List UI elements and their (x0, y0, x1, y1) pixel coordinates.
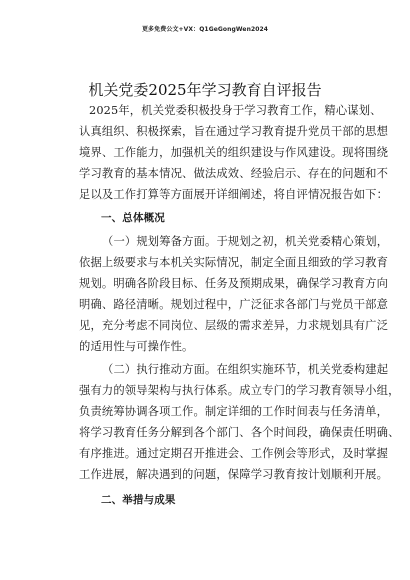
para-line: （二）执行推动方面。在组织实施环节，机关党委构建起 (102, 363, 389, 376)
para-line: （一）规划筹备方面。于规划之初，机关党委精心策划， (102, 235, 389, 248)
intro-paragraph (79, 100, 389, 205)
section-1 (79, 208, 352, 229)
para-line: 负责统筹协调各项工作。制定详细的工作时间表与任务清单， (79, 405, 389, 418)
para-line: 的适用性与可操作性。 (79, 340, 194, 353)
planning-paragraph (79, 231, 389, 357)
intro-line: 境界、工作能力，加强机关的组织建设与作风建设。现将围绕 (79, 146, 389, 159)
para-line: 强有力的领导架构与执行体系。成立专门的学习教育领导小组， (79, 384, 400, 397)
section-2 (79, 490, 352, 511)
section-heading-measures: 二、举措与成果 (101, 494, 176, 506)
para-line: 将学习教育任务分解到各个部门、各个时间段，确保责任明确、 (79, 426, 400, 439)
header-watermark: 更多免费公文+VX：Q1GeGongWen2024 (141, 26, 269, 33)
intro-line: 认真组织、积极探索，旨在通过学习教育提升党员干部的思想 (79, 125, 389, 138)
para-line: 依据上级要求与本机关实际情况，制定全面且细致的学习教育 (79, 256, 389, 269)
intro-line: 学习教育的基本情况、做法成效、经验启示、存在的问题和不 (79, 167, 389, 180)
para-line: 规划。明确各阶段目标、任务及预期成果，确保学习教育方向 (79, 277, 389, 290)
intro-line: 2025年，机关党委积极投身于学习教育工作，精心谋划、 (89, 104, 382, 117)
intro-line: 足以及工作打算等方面展开详细阐述，将自评情况报告如下： (79, 188, 389, 201)
para-line: 有序推进。通过定期召开推进会、工作例会等形式，及时掌握 (79, 447, 389, 460)
execution-paragraph (79, 359, 400, 485)
para-line: 工作进展，解决遇到的问题，保障学习教育按计划顺利开展。 (79, 468, 389, 481)
para-line: 明确、路径清晰。规划过程中，广泛征求各部门与党员干部意 (79, 298, 389, 311)
para-line: 见，充分考虑不同岗位、层级的需求差异，力求规划具有广泛 (79, 319, 389, 332)
section-heading-overview: 一、总体概况 (101, 212, 165, 224)
document-title: 机关党委2025年学习教育自评报告 (88, 81, 322, 99)
